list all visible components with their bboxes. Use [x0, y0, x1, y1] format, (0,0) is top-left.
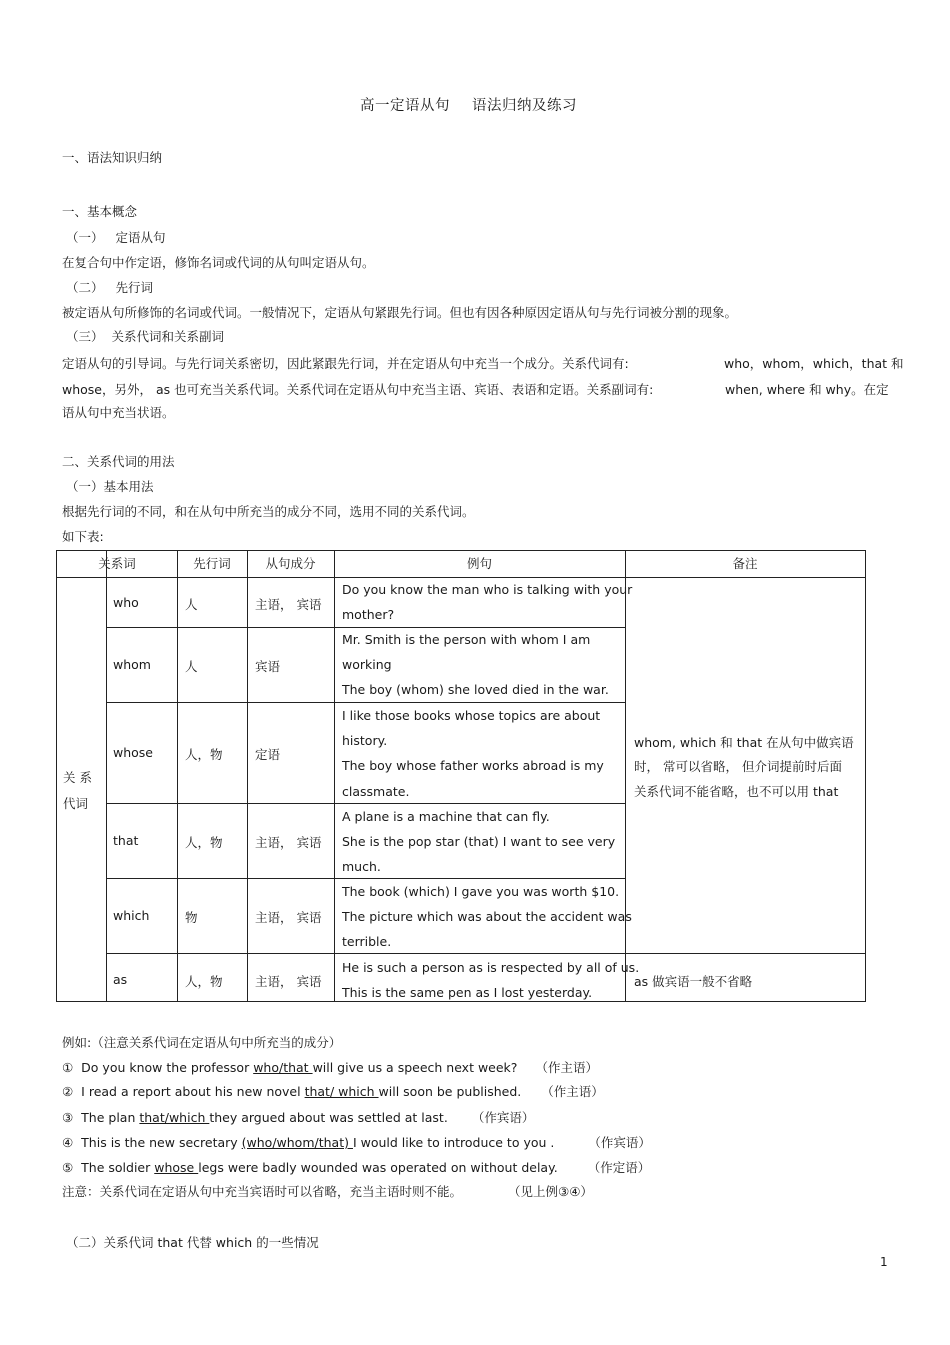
table-row-role: 主语， 宾语 [255, 910, 322, 925]
header-relative-word: 关系词 [98, 556, 136, 571]
table-row-word: whose [113, 745, 153, 760]
example-underlined: (who/whom/that) [241, 1135, 353, 1150]
table-row-example: classmate. [342, 784, 410, 799]
table-rule [57, 577, 865, 578]
header-clause-role: 从句成分 [265, 556, 316, 571]
section-main-heading: 一、语法知识归纳 [62, 150, 163, 165]
table-row-antecedent: 物 [185, 910, 198, 925]
sub3-line1a: 定语从句的引导词。与先行词关系密切，因此紧跟先行词，并在定语从句中充当一个成分。关系代词有: [62, 356, 629, 371]
table-row-example: A plane is a machine that can fly. [342, 809, 550, 824]
table-row-role: 主语， 宾语 [255, 597, 322, 612]
section2-sub1: （一）基本用法 [66, 479, 154, 494]
example-num: ② [62, 1084, 74, 1099]
example-text-after: legs were badly wounded was operated on without delay. [198, 1160, 558, 1175]
example-tag: （作主语） [541, 1084, 604, 1099]
table-row-word: who [113, 595, 139, 610]
example-num: ① [62, 1060, 74, 1075]
sub3-line2a: whose，另外， as 也可充当关系代词。关系代词在定语从句中充当主语、宾语、表语和定语。关系副词有: [62, 382, 654, 397]
header-example: 例句 [466, 556, 492, 571]
page-title [360, 94, 577, 115]
sub1-heading [66, 228, 166, 246]
sub3-num: （三） [66, 329, 104, 344]
table-intro: 如下表: [62, 529, 104, 544]
example-underlined: that/which [139, 1110, 210, 1125]
table-row-example: She is the pop star (that) I want to see very [342, 834, 616, 849]
sub3-line3: 语从句中充当状语。 [62, 405, 175, 420]
table-row-example: This is the same pen as I lost yesterday. [342, 985, 593, 1000]
sub3-line1b: who，whom，which，that 和 [724, 356, 904, 371]
title-part1: 高一定语从句 [360, 98, 450, 114]
example-item [62, 1133, 651, 1151]
group-label-line1: 关 系 [63, 770, 92, 785]
example-num: ④ [62, 1135, 74, 1150]
example-text-after: they argued about was settled at last. [209, 1110, 448, 1125]
table-row-example: The picture which was about the accident was [342, 909, 632, 924]
sub3-label: 关系代词和关系副词 [111, 329, 225, 344]
example-underlined: whose [154, 1160, 199, 1175]
relative-pronoun-table [56, 550, 866, 1002]
table-note-as: as 做宾语一般不省略 [634, 974, 753, 989]
table-rule [106, 627, 625, 628]
example-item [62, 1108, 534, 1126]
table-rule [106, 878, 625, 879]
group-label-line2: 代词 [63, 796, 89, 811]
table-row-example: Mr. Smith is the person with whom I am [342, 632, 591, 647]
example-tag: （作定语） [587, 1160, 651, 1175]
table-row-example: mother? [342, 607, 395, 622]
example-text-after: will give us a speech next week? [312, 1060, 518, 1075]
table-note-line: 时， 常可以省略， 但介词提前时后面 [634, 759, 842, 774]
title-part2: 语法归纳及练习 [472, 98, 577, 114]
example-tag: （作主语） [535, 1060, 598, 1075]
sub2-label: 先行词 [115, 280, 154, 295]
sub3-line2b: when, where 和 why。在定 [725, 382, 889, 397]
table-row-example: He is such a person as is respected by all of us. [342, 960, 640, 975]
sub1-num: （一） [66, 230, 104, 245]
table-row-example: Do you know the man who is talking with your [342, 582, 633, 597]
table-row-antecedent: 人，物 [185, 974, 223, 989]
page-number: 1 [880, 1255, 888, 1269]
example-num: ③ [62, 1110, 74, 1125]
example-text-before: I read a report about his new novel [81, 1084, 305, 1099]
table-row-antecedent: 人 [185, 659, 198, 674]
table-row-example: working [342, 657, 392, 672]
note-text: 注意：关系代词在定语从句中充当宾语时可以省略，充当主语时则不能。 [62, 1184, 463, 1199]
sub1-text: 在复合句中作定语，修饰名词或代词的从句叫定语从句。 [62, 255, 375, 270]
sub2-heading [66, 278, 153, 296]
header-antecedent: 先行词 [193, 556, 231, 571]
table-row-word: which [113, 908, 150, 923]
table-row-word: that [113, 833, 139, 848]
example-text-before: The soldier [81, 1160, 155, 1175]
table-rule [106, 803, 625, 804]
section1-heading: 一、基本概念 [62, 204, 138, 219]
table-row-example: much. [342, 859, 381, 874]
example-text-after: I would like to introduce to you . [352, 1135, 555, 1150]
table-row-antecedent: 人 [185, 597, 198, 612]
table-row-example: The book (which) I gave you was worth $10. [342, 884, 620, 899]
examples-intro: 例如:（注意关系代词在定语从句中所充当的成分） [62, 1035, 342, 1050]
table-row-antecedent: 人，物 [185, 747, 223, 762]
table-row-word: whom [113, 657, 151, 672]
table-rule [247, 551, 248, 1001]
example-underlined: that/ which [304, 1084, 379, 1099]
example-text-before: The plan [81, 1110, 140, 1125]
table-rule [106, 953, 865, 954]
table-note-line: whom, which 和 that 在从句中做宾语 [634, 735, 854, 750]
table-row-role: 主语， 宾语 [255, 974, 322, 989]
section2-text: 根据先行词的不同，和在从句中所充当的成分不同，选用不同的关系代词。 [62, 504, 475, 519]
table-row-role: 定语 [255, 747, 281, 762]
examples-note [62, 1182, 593, 1200]
table-row-example: history. [342, 733, 388, 748]
sub1-label: 定语从句 [115, 230, 166, 245]
table-row-example: terrible. [342, 934, 392, 949]
example-text-after: will soon be published. [378, 1084, 522, 1099]
example-underlined: who/that [253, 1060, 313, 1075]
table-row-word: as [113, 972, 128, 987]
header-note: 备注 [732, 556, 758, 571]
section2-sub2-heading: （二）关系代词 that 代替 which 的一些情况 [66, 1235, 319, 1250]
table-row-example: The boy (whom) she loved died in the war. [342, 682, 609, 697]
table-row-antecedent: 人，物 [185, 835, 223, 850]
table-rule [177, 551, 178, 1001]
sub2-text: 被定语从句所修饰的名词或代词。一般情况下，定语从句紧跟先行词。但也有因各种原因定语从句与先行词被分割的现象。 [62, 305, 738, 320]
table-rule [334, 551, 335, 1001]
sub2-num: （二） [66, 280, 104, 295]
note-tag: （见上例③④） [508, 1184, 593, 1199]
table-rule [625, 551, 626, 1001]
table-row-example: The boy whose father works abroad is my [342, 758, 604, 773]
table-rule [106, 551, 107, 1001]
example-item [62, 1158, 650, 1176]
example-item [62, 1058, 598, 1076]
table-rule [106, 702, 625, 703]
example-text-before: Do you know the professor [81, 1060, 254, 1075]
section2-heading: 二、关系代词的用法 [62, 454, 175, 469]
example-tag: （作宾语） [588, 1135, 651, 1150]
table-note-line: 关系代词不能省略，也不可以用 that [634, 784, 839, 799]
table-row-role: 宾语 [255, 659, 281, 674]
example-num: ⑤ [62, 1160, 74, 1175]
table-row-role: 主语， 宾语 [255, 835, 322, 850]
sub3-heading [66, 327, 224, 345]
table-row-example: I like those books whose topics are about [342, 708, 601, 723]
example-item [62, 1082, 604, 1100]
example-tag: （作宾语） [471, 1110, 535, 1125]
example-text-before: This is the new secretary [81, 1135, 242, 1150]
